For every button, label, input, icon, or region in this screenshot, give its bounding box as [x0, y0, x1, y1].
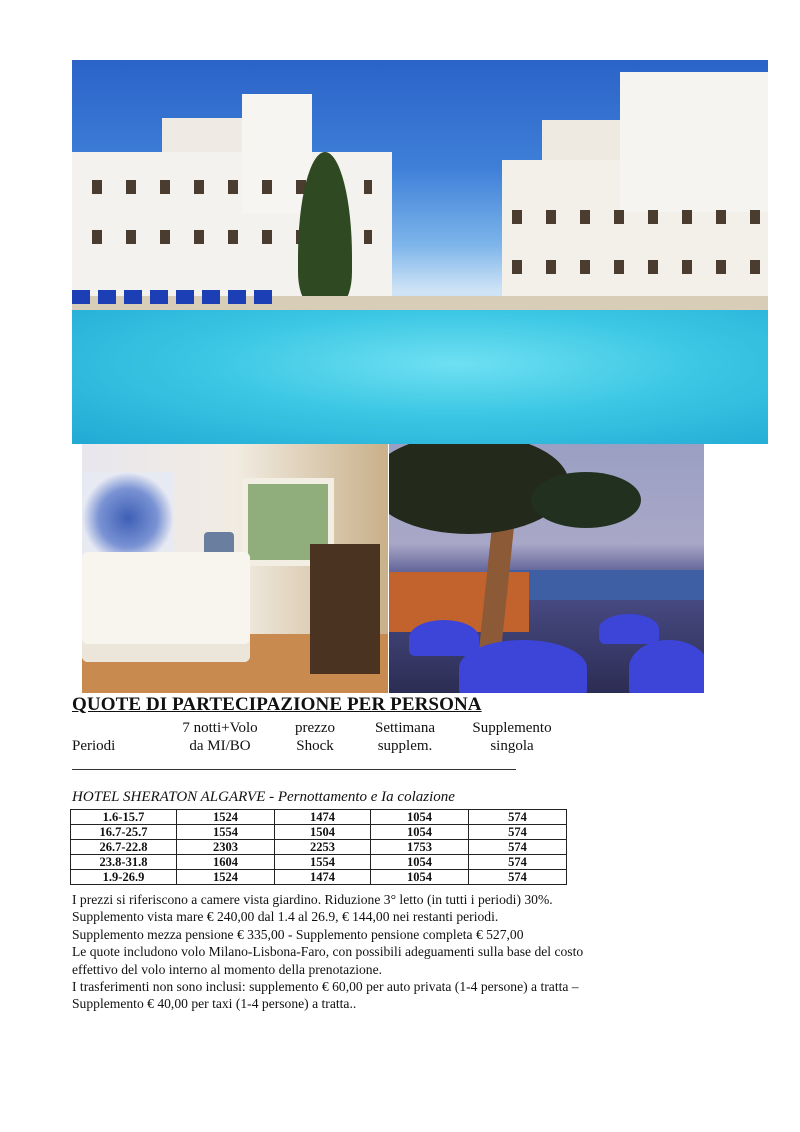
cell-supplemento-singola: 574: [469, 870, 567, 885]
hotel-title: HOTEL SHERATON ALGARVE - Pernottamento e Ia colazione: [72, 789, 455, 805]
cell-price-shock: 2253: [275, 840, 371, 855]
cell-settimana-supplementare: 1054: [371, 810, 469, 825]
cell-supplemento-singola: 574: [469, 840, 567, 855]
table-row: [71, 810, 567, 825]
cell-settimana-supplementare: 1054: [371, 825, 469, 840]
cell-period: 1.9-26.9: [71, 870, 177, 885]
cell-price-shock: 1554: [275, 855, 371, 870]
hotel-room-photo: [82, 444, 388, 693]
cell-settimana-supplementare: 1054: [371, 855, 469, 870]
cell-period: 26.7-22.8: [71, 840, 177, 855]
header-divider: [72, 769, 516, 770]
terrace-restaurant-photo: [389, 444, 704, 693]
hotel-pool-photo: [72, 60, 768, 444]
cell-period: 1.6-15.7: [71, 810, 177, 825]
column-header-settimana-line2: supplem.: [377, 738, 433, 754]
note-line: Supplemento € 40,00 per taxi (1-4 persone) a tratta..: [72, 996, 357, 1012]
cell-settimana-supplementare: 1054: [371, 870, 469, 885]
terms-notes: [72, 891, 772, 1013]
cell-period: 23.8-31.8: [71, 855, 177, 870]
cell-supplemento-singola: 574: [469, 855, 567, 870]
column-header-supplemento-line1: Supplemento: [472, 720, 552, 736]
note-line: Le quote includono volo Milano-Lisbona-Faro, con possibili adeguamenti sulla base del costo: [72, 944, 584, 960]
cell-supplemento-singola: 574: [469, 810, 567, 825]
note-line: I prezzi si riferiscono a camere vista giardino. Riduzione 3° letto (in tutti i periodi) 30%.: [72, 892, 553, 907]
column-header-notti-line1: 7 notti+Volo: [182, 720, 258, 736]
page-heading: QUOTE DI PARTECIPAZIONE PER PERSONA: [72, 694, 482, 715]
note-line: I trasferimenti non sono inclusi: supplemento € 60,00 per auto privata (1-4 persone) a tratta –: [72, 979, 579, 995]
column-header-notti: [170, 719, 270, 755]
column-header-prezzo-line1: prezzo: [295, 720, 335, 736]
cell-settimana-supplementare: 1753: [371, 840, 469, 855]
note-line: Supplemento vista mare € 240,00 dal 1.4 al 26.9, € 144,00 nei restanti periodi.: [72, 909, 499, 925]
column-header-prezzo-line2: Shock: [296, 738, 334, 754]
table-row: [71, 870, 567, 885]
column-header-notti-line2: da MI/BO: [189, 738, 251, 754]
price-table: [70, 809, 567, 885]
column-header-prezzo: [280, 719, 350, 755]
cell-price-7-notti: 1524: [177, 870, 275, 885]
cell-price-7-notti: 1524: [177, 810, 275, 825]
column-header-settimana-line1: Settimana: [375, 720, 435, 736]
cell-price-shock: 1474: [275, 870, 371, 885]
table-row: [71, 825, 567, 840]
column-header-periodi: Periodi: [72, 738, 116, 754]
column-header-settimana: [360, 719, 450, 755]
cell-price-7-notti: 1604: [177, 855, 275, 870]
cell-price-shock: 1474: [275, 810, 371, 825]
table-row: [71, 855, 567, 870]
cell-price-7-notti: 1554: [177, 825, 275, 840]
cell-supplemento-singola: 574: [469, 825, 567, 840]
table-row: [71, 840, 567, 855]
column-header-supplemento: [462, 719, 562, 755]
cell-price-shock: 1504: [275, 825, 371, 840]
note-line: Supplemento mezza pensione € 335,00 - Supplemento pensione completa € 527,00: [72, 926, 524, 942]
cell-price-7-notti: 2303: [177, 840, 275, 855]
note-line: effettivo del volo interno al momento della prenotazione.: [72, 961, 383, 977]
column-header-supplemento-line2: singola: [490, 738, 534, 754]
cell-period: 16.7-25.7: [71, 825, 177, 840]
